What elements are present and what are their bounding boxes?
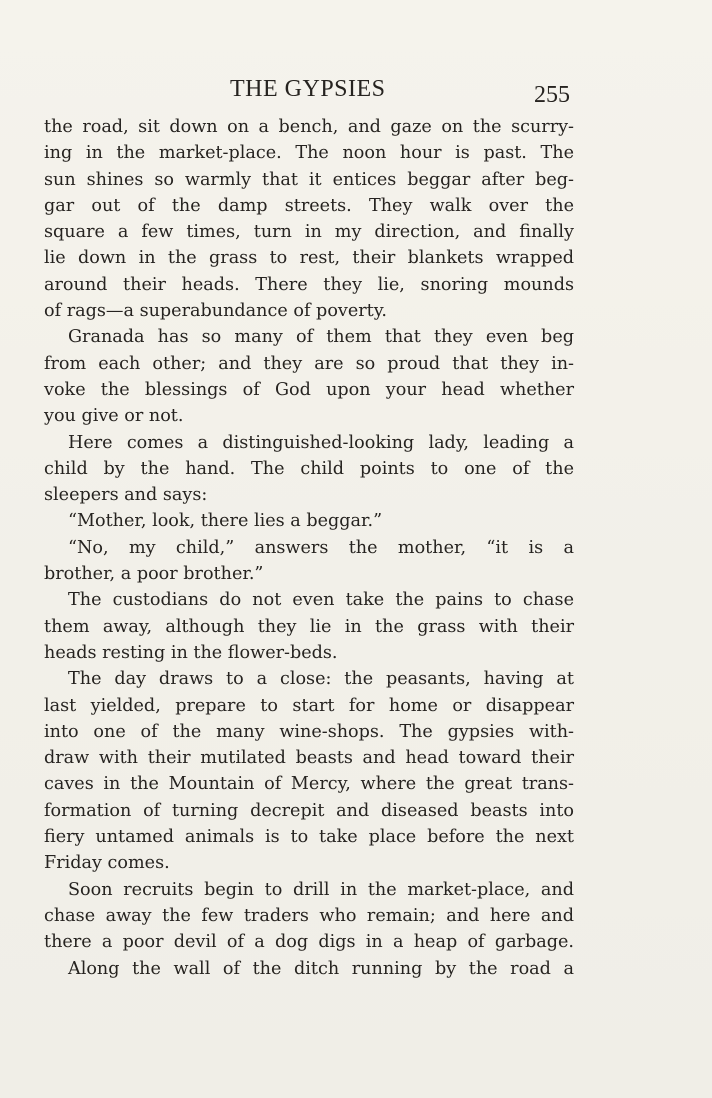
text-line: ing in the market-place. The noon hour is past. The bbox=[44, 143, 574, 164]
text-line: last yielded, prepare to start for home or disappear bbox=[44, 695, 574, 716]
text-line: Granada has so many of them that they even beg bbox=[68, 327, 574, 348]
running-title: THE GYPSIES bbox=[230, 76, 386, 102]
text-line: sleepers and says: bbox=[44, 485, 208, 506]
text-line: The custodians do not even take the pains to chase bbox=[68, 590, 574, 611]
text-line: Friday comes. bbox=[44, 853, 170, 874]
text-line: the road, sit down on a bench, and gaze on the scurry- bbox=[44, 117, 574, 137]
text-line: “Mother, look, there lies a beggar.” bbox=[68, 511, 383, 532]
text-line: them away, although they lie in the grass with their bbox=[44, 616, 574, 637]
text-line: formation of turning decrepit and diseased beasts into bbox=[44, 800, 574, 821]
text-line: caves in the Mountain of Mercy, where the great trans- bbox=[44, 774, 574, 795]
text-line: of rags—a superabundance of poverty. bbox=[44, 301, 387, 322]
text-line: lie down in the grass to rest, their blankets wrapped bbox=[44, 248, 574, 269]
text-line: The day draws to a close: the peasants, having at bbox=[68, 669, 574, 690]
text-line: Here comes a distinguished-looking lady, leading a bbox=[68, 432, 574, 453]
text-line: Soon recruits begin to drill in the market-place, and bbox=[68, 879, 574, 900]
text-line: sun shines so warmly that it entices beggar after beg- bbox=[44, 169, 574, 190]
text-line: into one of the many wine-shops. The gypsies with- bbox=[44, 721, 574, 742]
page-number: 255 bbox=[534, 82, 570, 108]
text-line: you give or not. bbox=[44, 406, 184, 427]
text-line: fiery untamed animals is to take place before the next bbox=[44, 827, 574, 848]
text-line: from each other; and they are so proud that they in- bbox=[44, 353, 574, 374]
text-line: draw with their mutilated beasts and head toward their bbox=[44, 748, 574, 769]
body-text bbox=[44, 114, 574, 982]
text-line: child by the hand. The child points to one of the bbox=[44, 458, 574, 479]
text-line: voke the blessings of God upon your head whether bbox=[44, 379, 574, 400]
text-line: there a poor devil of a dog digs in a heap of garbage. bbox=[44, 932, 574, 953]
text-line: “No, my child,” answers the mother, “it is a bbox=[68, 537, 574, 558]
text-line: chase away the few traders who remain; and here and bbox=[44, 905, 574, 926]
text-line: square a few times, turn in my direction, and finally bbox=[44, 222, 574, 243]
text-line: heads resting in the flower-beds. bbox=[44, 642, 338, 663]
running-head bbox=[0, 74, 712, 106]
text-line: gar out of the damp streets. They walk over the bbox=[44, 195, 574, 216]
text-line: brother, a poor brother.” bbox=[44, 564, 264, 585]
text-line: Along the wall of the ditch running by the road a bbox=[68, 958, 574, 979]
text-line: around their heads. There they lie, snoring mounds bbox=[44, 274, 574, 295]
